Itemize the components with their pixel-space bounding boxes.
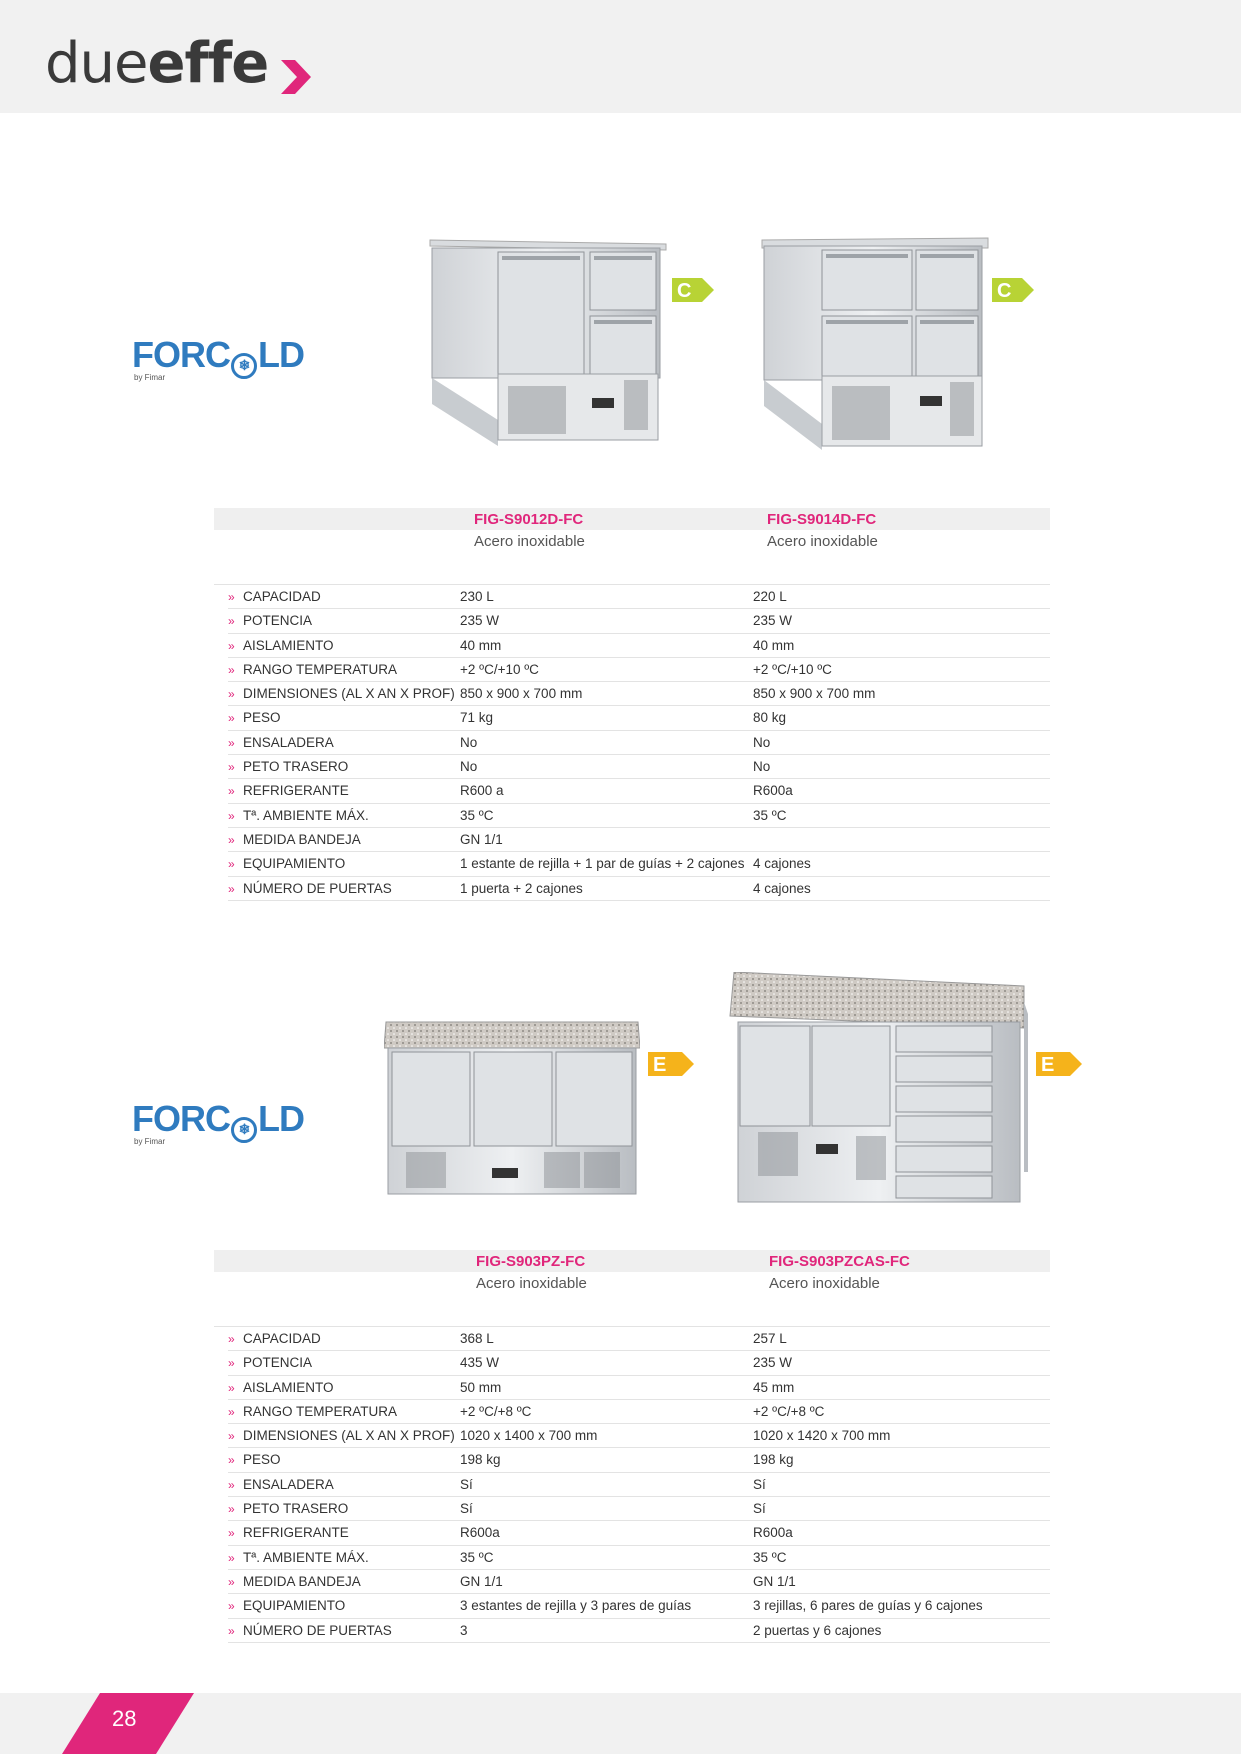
spec-value-1: GN 1/1 (460, 831, 503, 847)
spec-label: POTENCIA (243, 1355, 313, 1371)
spec-value-1: 3 (460, 1622, 468, 1638)
spec-value-1: GN 1/1 (460, 1573, 503, 1589)
spec-label: DIMENSIONES (AL X AN X PROF) (243, 686, 455, 702)
spec-label: PESO (243, 710, 281, 726)
product-image-s9012d (428, 236, 668, 450)
spec-row (228, 1497, 1050, 1521)
header-band (214, 508, 1050, 530)
model-name: FIG-S903PZCAS-FC (769, 1253, 910, 1270)
material-text: Acero inoxidable (476, 1275, 587, 1292)
spec-row (228, 1376, 1050, 1400)
spec-value-2: 235 W (753, 1355, 793, 1371)
spec-value-2: R600a (753, 783, 793, 799)
spec-value-1: 198 kg (460, 1452, 501, 1468)
brand-text-b: C (205, 1098, 230, 1139)
spec-label: NÚMERO DE PUERTAS (243, 1622, 392, 1638)
spec-label: CAPACIDAD (243, 1331, 321, 1346)
spec-row (228, 877, 1050, 901)
spec-row (228, 779, 1050, 803)
spec-row (228, 804, 1050, 828)
logo-light-text: due (45, 31, 148, 96)
chevron-right-icon: » (228, 1477, 235, 1492)
chevron-right-icon: » (228, 590, 235, 604)
spec-value-2: 4 cajones (753, 880, 811, 896)
chevron-right-icon: » (228, 662, 235, 677)
spec-label: EQUIPAMIENTO (243, 1598, 346, 1614)
spec-label: POTENCIA (243, 613, 313, 629)
product-image-s903pz (384, 1018, 640, 1200)
spec-label: REFRIGERANTE (243, 783, 349, 799)
spec-value-1: 1 estante de rejilla + 1 par de guías + 2 cajones (460, 856, 745, 872)
spec-label: RANGO TEMPERATURA (243, 661, 398, 677)
spec-row (228, 1400, 1050, 1424)
brand-text-c: LD (258, 334, 304, 375)
spec-value-1: 1020 x 1400 x 700 mm (460, 1428, 598, 1444)
spec-row (228, 706, 1050, 730)
spec-value-1: 235 W (460, 613, 500, 629)
spec-label: REFRIGERANTE (243, 1525, 349, 1541)
spec-value-1: +2 ºC/+10 ºC (460, 661, 539, 677)
spec-row (228, 731, 1050, 755)
spec-value-2: 80 kg (753, 710, 787, 726)
chevron-right-icon: » (228, 857, 235, 872)
chevron-right-icon: » (228, 1356, 235, 1371)
spec-label: Tª. AMBIENTE MÁX. (243, 807, 369, 823)
spec-value-2: 3 rejillas, 6 pares de guías y 6 cajones (753, 1598, 983, 1614)
chevron-right-icon: » (228, 1429, 235, 1444)
product-image-s903pzcas (728, 972, 1028, 1212)
svg-text:C: C (997, 280, 1012, 302)
spec-value-1: 50 mm (460, 1379, 502, 1395)
forcold-brand-logo (132, 1098, 304, 1146)
spec-row (228, 1448, 1050, 1472)
chevron-right-icon: » (228, 735, 235, 750)
forcold-brand-logo (132, 334, 304, 382)
spec-row (228, 1594, 1050, 1618)
spec-label: MEDIDA BANDEJA (243, 1573, 361, 1589)
chevron-right-icon: » (228, 687, 235, 702)
spec-table-header (214, 508, 1050, 585)
spec-value-1: 40 mm (460, 637, 502, 653)
spec-value-2: No (753, 734, 771, 750)
spec-value-2: 235 W (753, 613, 793, 629)
spec-value-2: 257 L (753, 1331, 787, 1346)
spec-label: AISLAMIENTO (243, 1379, 334, 1395)
spec-label: MEDIDA BANDEJA (243, 831, 361, 847)
snowflake-icon: ❄ (231, 1117, 257, 1143)
spec-label: RANGO TEMPERATURA (243, 1403, 398, 1419)
chevron-right-icon: » (228, 1623, 235, 1638)
material-text: Acero inoxidable (767, 533, 878, 550)
spec-value-2: 198 kg (753, 1452, 794, 1468)
spec-row (228, 1546, 1050, 1570)
spec-label: EQUIPAMIENTO (243, 856, 346, 872)
brand-text-c: LD (258, 1098, 304, 1139)
svg-text:E: E (653, 1054, 667, 1076)
spec-value-2: 40 mm (753, 637, 795, 653)
spec-value-1: R600a (460, 1525, 500, 1541)
spec-value-1: 35 ºC (460, 1549, 494, 1565)
brand-sub-text: by Fimar (134, 373, 166, 382)
spec-label: ENSALADERA (243, 734, 334, 750)
spec-label: Tª. AMBIENTE MÁX. (243, 1549, 369, 1565)
spec-row (228, 634, 1050, 658)
spec-value-2: +2 ºC/+10 ºC (753, 661, 832, 677)
chevron-right-icon: » (228, 1502, 235, 1517)
spec-value-1: No (460, 759, 478, 775)
chevron-right-icon: » (228, 832, 235, 847)
spec-value-2: 35 ºC (753, 807, 787, 823)
spec-row (228, 1619, 1050, 1643)
brand-text-b: C (205, 334, 230, 375)
spec-row (228, 755, 1050, 779)
spec-value-2: 2 puertas y 6 cajones (753, 1622, 882, 1638)
energy-class-c-icon-2 (992, 278, 1034, 302)
spec-row (228, 1424, 1050, 1448)
chevron-right-icon: » (228, 638, 235, 653)
spec-row (228, 1327, 1050, 1351)
page-number: 28 (112, 1706, 137, 1731)
brand-text-a: FOR (132, 334, 205, 375)
chevron-right-icon: » (228, 1453, 235, 1468)
spec-row (228, 585, 1050, 609)
spec-table-1 (214, 508, 1050, 901)
spec-value-2: GN 1/1 (753, 1573, 796, 1589)
spec-value-2: 220 L (753, 589, 787, 604)
material-text: Acero inoxidable (474, 533, 585, 550)
spec-label: AISLAMIENTO (243, 637, 334, 653)
spec-value-2: 1020 x 1420 x 700 mm (753, 1428, 891, 1444)
product-image-s9014d (760, 236, 990, 452)
chevron-right-icon: » (228, 711, 235, 726)
spec-value-1: No (460, 734, 478, 750)
model-name: FIG-S9014D-FC (767, 511, 877, 528)
spec-value-2: 45 mm (753, 1379, 795, 1395)
spec-label: NÚMERO DE PUERTAS (243, 880, 392, 896)
svg-text:C: C (677, 280, 692, 302)
spec-row (228, 828, 1050, 852)
energy-class-e-icon-2 (1036, 1052, 1082, 1076)
chevron-right-icon: » (228, 808, 235, 823)
snowflake-icon: ❄ (231, 353, 257, 379)
spec-label: PETO TRASERO (243, 1501, 349, 1517)
chevron-right-icon: » (228, 1332, 235, 1346)
spec-value-2: 4 cajones (753, 856, 811, 872)
spec-value-1: R600 a (460, 783, 504, 799)
spec-value-2: No (753, 759, 771, 775)
spec-value-1: 435 W (460, 1355, 500, 1371)
chevron-right-icon: » (228, 784, 235, 799)
spec-label: ENSALADERA (243, 1476, 334, 1492)
spec-row (228, 658, 1050, 682)
chevron-right-icon: » (228, 614, 235, 629)
chevron-right-icon: » (228, 881, 235, 896)
spec-row (228, 852, 1050, 876)
spec-row (228, 1473, 1050, 1497)
spec-value-1: 3 estantes de rejilla y 3 pares de guías (460, 1598, 692, 1614)
spec-value-1: Sí (460, 1476, 473, 1492)
spec-value-2: R600a (753, 1525, 793, 1541)
model-name: FIG-S9012D-FC (474, 511, 584, 528)
spec-table-header (214, 1250, 1050, 1327)
chevron-right-icon: » (228, 1574, 235, 1589)
brand-sub-text: by Fimar (134, 1137, 166, 1146)
material-text: Acero inoxidable (769, 1275, 880, 1292)
spec-row (228, 1351, 1050, 1375)
spec-value-1: 71 kg (460, 710, 494, 726)
spec-value-1: 230 L (460, 589, 494, 604)
dueeffe-logo (45, 31, 269, 96)
chevron-right-icon: » (228, 1599, 235, 1614)
logo-bold-text: effe (147, 31, 269, 96)
page-header (0, 0, 1241, 113)
spec-label: DIMENSIONES (AL X AN X PROF) (243, 1428, 455, 1444)
model-name: FIG-S903PZ-FC (476, 1253, 586, 1270)
header-band (214, 1250, 1050, 1272)
energy-class-e-icon-1 (648, 1052, 694, 1076)
spec-value-2: 35 ºC (753, 1549, 787, 1565)
spec-label: PESO (243, 1452, 281, 1468)
spec-value-1: +2 ºC/+8 ºC (460, 1403, 532, 1419)
chevron-right-icon: » (228, 760, 235, 775)
spec-value-1: 368 L (460, 1331, 494, 1346)
spec-value-1: 1 puerta + 2 cajones (460, 880, 583, 896)
brand-text-a: FOR (132, 1098, 205, 1139)
spec-value-2: +2 ºC/+8 ºC (753, 1403, 825, 1419)
energy-class-c-icon-1 (672, 278, 714, 302)
spec-row (228, 1521, 1050, 1545)
spec-table-2 (214, 1250, 1050, 1643)
spec-value-1: 850 x 900 x 700 mm (460, 686, 583, 702)
spec-row (228, 682, 1050, 706)
spec-value-1: Sí (460, 1501, 473, 1517)
spec-label: CAPACIDAD (243, 589, 321, 604)
spec-value-1: 35 ºC (460, 807, 494, 823)
spec-value-2: Sí (753, 1501, 766, 1517)
chevron-right-icon: » (228, 1404, 235, 1419)
logo-chevron-icon (281, 60, 311, 94)
chevron-right-icon: » (228, 1380, 235, 1395)
chevron-right-icon: » (228, 1526, 235, 1541)
svg-text:E: E (1041, 1054, 1055, 1076)
spec-row (228, 609, 1050, 633)
spec-value-2: Sí (753, 1476, 766, 1492)
chevron-right-icon: » (228, 1550, 235, 1565)
spec-value-2: 850 x 900 x 700 mm (753, 686, 876, 702)
spec-label: PETO TRASERO (243, 759, 349, 775)
spec-row (228, 1570, 1050, 1594)
